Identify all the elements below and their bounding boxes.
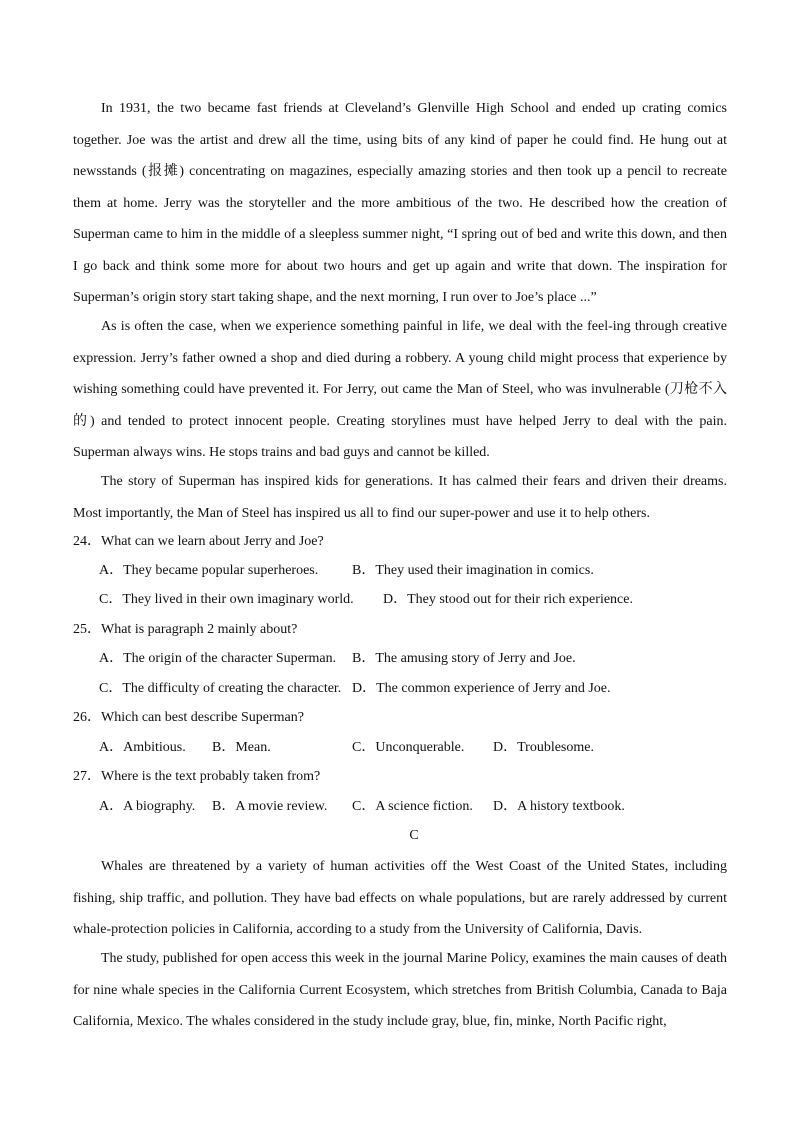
question-26-stem: 26．Which can best describe Superman? xyxy=(73,710,304,725)
passage-c-paragraph-1: Whales are threatened by a variety of human activities off the West Coast of the United States, including fishing, ship traffic, and pollution. They have bad effects on whale populations, but are rarely addressed by current whale-protection policies in California, according to a study from the University of California, Davis. xyxy=(73,859,727,937)
section-c-heading: C xyxy=(409,828,419,843)
question-26-option-a: A．Ambitious. xyxy=(99,740,186,755)
passage-b-paragraph-3: The story of Superman has inspired kids for generations. It has calmed their fears and driven their dreams. Most importantly, the Man of Steel has inspired us all to find our super-power and use it to help others. xyxy=(73,474,727,521)
passage-c-paragraph-2: The study, published for open access this week in the journal Marine Policy, examines the main causes of death for nine whale species in the California Current Ecosystem, which stretches from British Columbia, Canada to Baja California, Mexico. The whales considered in the study include gray, blue, fin, minke, North Pacific right, xyxy=(73,951,727,1029)
question-27-option-a: A．A biography. xyxy=(99,799,196,814)
question-26-option-b: B．Mean. xyxy=(212,740,271,755)
question-25-option-d: D．The common experience of Jerry and Joe. xyxy=(352,681,611,696)
question-27-option-d: D．A history textbook. xyxy=(493,799,625,814)
passage-b-paragraph-1: In 1931, the two became fast friends at Cleveland’s Glenville High School and ended up crating comics together. Joe was the artist and drew all the time, using bits of any kind of paper he could find. He hung out at newsstands (报摊) concentrating on magazines, especially amazing stories and then took up a pencil to recreate them at home. Jerry was the storyteller and the more ambitious of the two. He described how the creation of Superman came to him in the middle of a sleepless summer night, “I spring out of bed and write this down, and then I go back and think some more for about two hours and get up again and write that down. The inspiration for Superman’s origin story start taking shape, and the next morning, I run over to Joe’s place ...” xyxy=(73,101,727,305)
passage-b-paragraph-2: As is often the case, when we experience something painful in life, we deal with the feel-ing through creative expression. Jerry’s father owned a shop and died during a robbery. A young child might process that experience by wishing something could have prevented it. For Jerry, out came the Man of Steel, who was invulnerable (刀枪不入的) and tended to protect innocent people. Creating storylines must have helped Jerry to deal with the pain. Superman always wins. He stops trains and bad guys and cannot be killed. xyxy=(73,319,727,460)
question-24-option-d: D．They stood out for their rich experience. xyxy=(383,592,633,607)
question-27-stem: 27．Where is the text probably taken from? xyxy=(73,769,321,784)
question-26-option-d: D．Troublesome. xyxy=(493,740,594,755)
question-25-stem: 25．What is paragraph 2 mainly about? xyxy=(73,622,298,637)
question-24-option-a: A．They became popular superheroes. xyxy=(99,563,319,578)
question-27-option-c: C．A science fiction. xyxy=(352,799,473,814)
question-25-option-a: A．The origin of the character Superman. xyxy=(99,651,337,666)
question-26-option-c: C．Unconquerable. xyxy=(352,740,465,755)
question-25-option-b: B．The amusing story of Jerry and Joe. xyxy=(352,651,576,666)
question-25-option-c: C．The difficulty of creating the character. xyxy=(99,681,342,696)
question-24-stem: 24．What can we learn about Jerry and Joe? xyxy=(73,534,324,549)
question-27-option-b: B．A movie review. xyxy=(212,799,328,814)
question-24-option-b: B．They used their imagination in comics. xyxy=(352,563,594,578)
question-24-option-c: C．They lived in their own imaginary world. xyxy=(99,592,354,607)
